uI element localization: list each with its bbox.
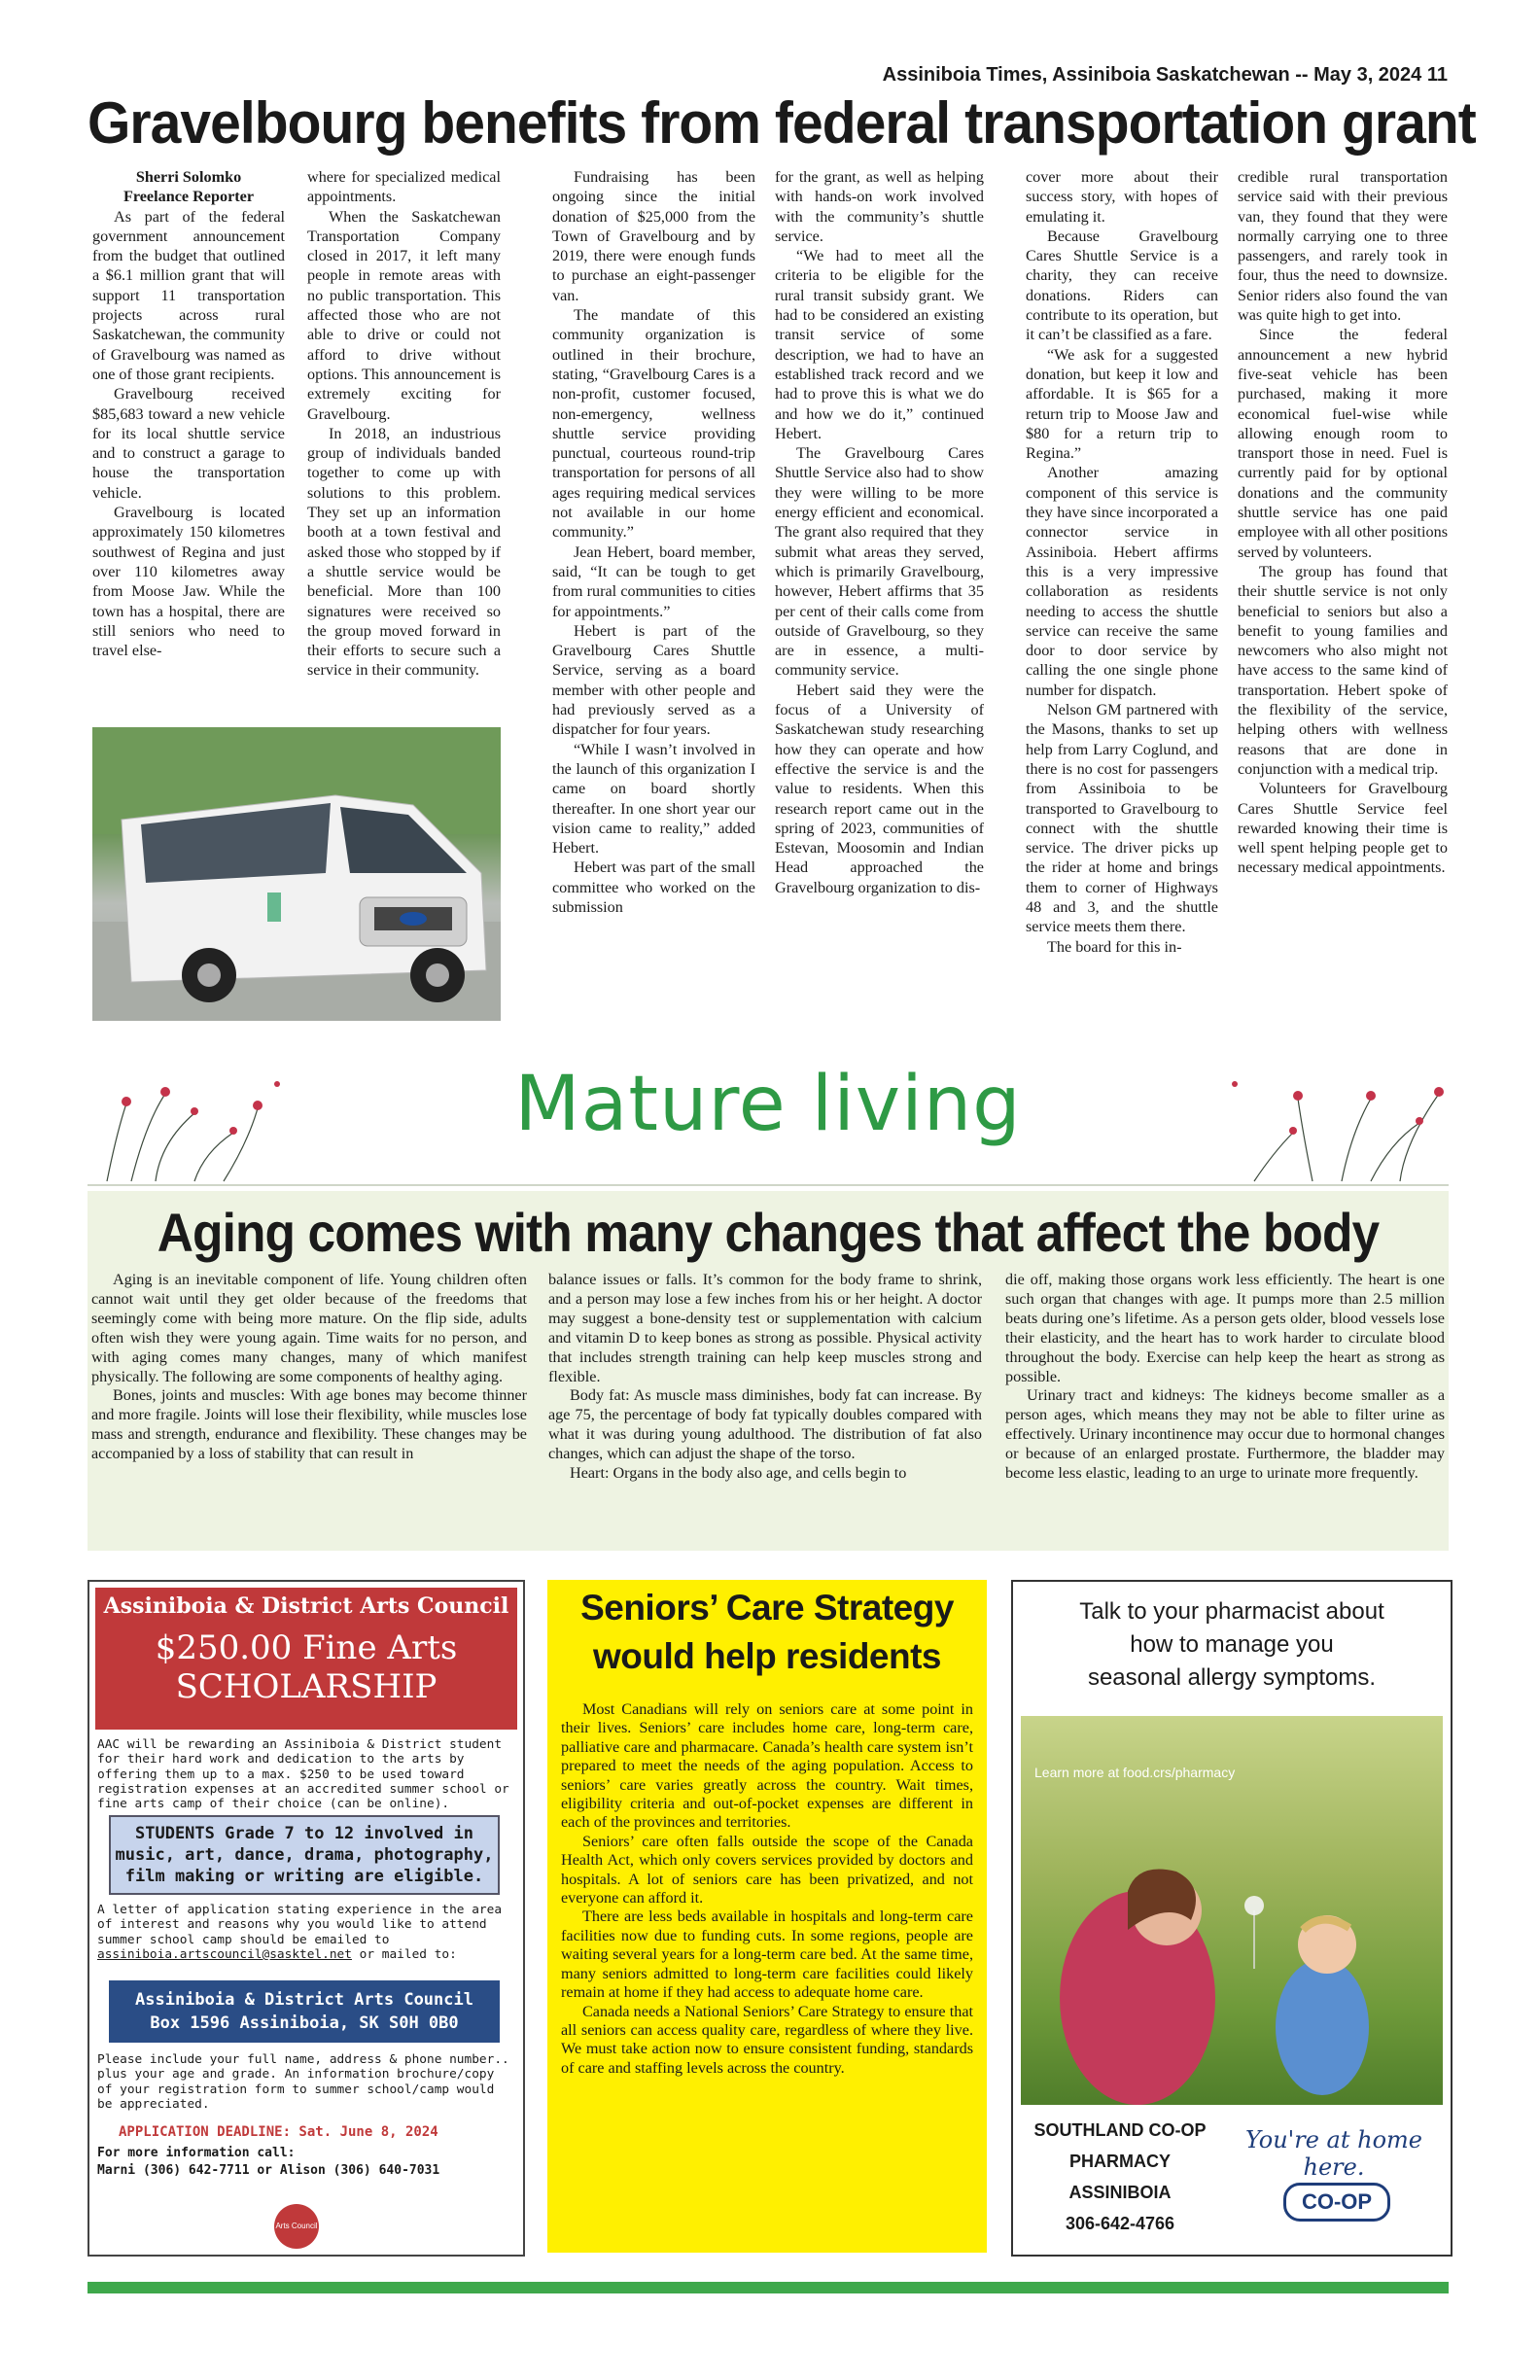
paragraph: Gravelbourg is located approximately 150 kilometres southwest of Regina and just over 110 kilometres away from Moose Jaw. While the town has a hospital, there are still seniors who need to travel else- [92,504,285,660]
address-box [109,1980,500,2043]
scholarship-amount: $250.00 Fine Arts [155,1628,458,1667]
paragraph: Hebert is part of the Gravelbourg Cares Shuttle Service, serving as a board member with other people and had previously served as a dispatcher for four years. [552,621,755,739]
paragraph: Fundraising has been ongoing since the initial donation of $25,000 from the Town of Gravelbourg and by 2019, there were enough funds to purchase an eight-passenger van. [552,168,755,304]
scholarship-banner [95,1588,517,1730]
more-info-label: For more information call: [97,2146,296,2160]
ad-title-line-1: Seniors’ Care Strategy [580,1588,954,1628]
paragraph: There are less beds available in hospitals and long-term care facilities now due to funding cuts. In some regions, people are waiting several years for a long-term care bed. At the same time, many seniors admitted to long-term care facilities could likely remain at home if they had access to adequate home care. [561,1908,973,2002]
paragraph: In 2018, an industrious group of individuals banded together to come up with solutions to this problem. They set up an information booth at a town festival and asked those who stopped by if a shuttle service would be beneficial. More than 100 signatures were received so the group moved forward in their efforts to secure such a service in their community. [307,424,501,680]
article-column-3 [552,167,755,917]
letter-text: A letter of application stating experience in the area of interest and reasons why you would like to attend summer school camp should be emailed to [97,1903,503,1947]
paragraph: credible rural transportation service said with their previous van, they found that they were normally carrying one to three passengers, and rarely took in four, thus the need to downsize. Senior riders also found the van was quite high to get into. [1238,168,1448,325]
pharmacy-headline [1013,1595,1451,1695]
scholarship-label: SCHOLARSHIP [175,1667,438,1706]
store-department: PHARMACY [1068,2152,1171,2171]
learn-more-text: Learn more at food.crs/pharmacy [1034,1765,1236,1780]
aging-article [88,1191,1449,1551]
section-title: Mature living [514,1061,1022,1148]
paragraph: Canada needs a National Seniors’ Care Strategy to ensure that all seniors can access quality care, regardless of where they live. We must take action now to ensure consistent funding, standards of care and staffing levels across the country. [561,2002,973,2077]
paragraph: die off, making those organs work less efficiently. The heart is one such organ that changes with age. It pumps more than 2.5 million beats during one’s lifetime. As a person gets older, blood vessels lose their elasticity, and the heart has to work harder to circulate blood throughout the body. Exercise can help keep the heart as strong as possible. [1005,1271,1445,1385]
paragraph: Because Gravelbourg Cares Shuttle Service is a charity, they can receive donations. Riders can contribute to its operation, but it can’t be classified as a fare. [1026,227,1218,344]
paragraph: The board for this in- [1047,937,1182,956]
article-headline: Gravelbourg benefits from federal transportation grant [88,90,1476,156]
application-text [97,1903,515,1962]
mature-living-banner [88,1055,1449,1191]
include-text: Please include your full name, address & phone number.. plus your age and grade. An information brochure/copy of your registration form to summer school/camp would be appreciated. [97,2052,509,2112]
eligibility-box: STUDENTS Grade 7 to 12 involved in music, art, dance, drama, photography, film making or writing are eligible. [109,1815,500,1895]
mother-child-photo [1021,1716,1443,2105]
headline-line-1: Talk to your pharmacist about [1079,1598,1384,1625]
paragraph: Hebert was part of the small committee who worked on the submission [552,858,755,916]
paragraph: The mandate of this community organization is outlined in their brochure, stating, “Gravelbourg Cares is a non-profit, customer focused, non-emergency, wellness shuttle service providing punctual, courteous round-trip transportation for persons of all ages requiring medical services not available in our home community.” [552,306,755,542]
paragraph: Nelson GM partnered with the Masons, thanks to set up help from Larry Coglund, and there is no cost for passengers from Assiniboia to be transported to Gravelbourg to connect with the shuttle service. The driver picks up the rider at home and brings them to corner of Highways 48 and 3, and the shuttle service meets them there. [1026,701,1218,936]
paragraph: Bones, joints and muscles: With age bones may become thinner and more fragile. Joints will lose their flexibility, while muscles lose mass and strength, endurance and flexibility. These changes may be accompanied by a loss of stability that can result in [91,1386,527,1463]
paragraph: Another amazing component of this service is they have since incorporated a connector service in Assiniboia. Hebert affirms this is a very impressive collaboration as residents needing to access the shuttle service can receive the same door to door service by calling the one single phone number for dispatch. [1026,464,1218,699]
paragraph: Hebert said they were the focus of a University of Saskatchewan study researching how they can operate and how effective the service is and the value to residents. When this research report came out in the spring of 2023, communities of Estevan, Moosomin and Indian Head approached the Gravelbourg organization to dis- [775,681,984,896]
aging-column-3 [1005,1271,1445,1484]
footer-bar [88,2282,1449,2293]
shuttle-van-photo [92,727,501,1021]
paragraph: cover more about their success story, with hopes of emulating it. [1026,168,1218,226]
photo-illustration [1021,1716,1443,2105]
paragraph: “We ask for a suggested donation, but keep it low and affordable. It is $65 for a return trip to Moose Jaw and $80 for a return trip to Regina.” [1026,345,1218,463]
arts-council-logo: Arts Council [274,2204,319,2249]
headline-line-2: how to manage you [1130,1631,1334,1658]
paragraph: Jean Hebert, board member, said, “It can be tough to get from rural communities to cities for appointments.” [552,542,755,620]
store-name: SOUTHLAND CO-OP [1033,2120,1207,2140]
article-column-2 [307,167,501,681]
aging-column-1 [91,1271,527,1464]
paragraph: where for specialized medical appointments. [307,168,501,206]
email-link[interactable]: assiniboia.artscouncil@sasktel.net [97,1946,352,1962]
paragraph: Volunteers for Gravelbourg Cares Shuttle Service feel rewarded knowing their time is well spent helping people get to necessary medical appointments. [1238,780,1448,877]
paragraph: for the grant, as well as helping with hands-on work involved with the community’s shuttle service. [775,168,984,245]
paragraph: The group has found that their shuttle service is not only beneficial to seniors but also a benefit to young families and newcomers who also might not have access to the same kind of transportation. Hebert spoke of the flexibility of the service, helping others with wellness reasons that are done in conjunction with a medical trip. [1238,562,1448,778]
store-info [1023,2115,1217,2239]
paragraph: “While I wasn’t involved in the launch of this organization I came on board shortly thereafter. In one short year our vision came to reality,” added Hebert. [552,740,755,858]
paragraph: balance issues or falls. It’s common for the body frame to shrink, and a person may lose a few inches from his or her height. A doctor may suggest a bone-density test or supplementation with calcium and vitamin D to keep bones as strong as possible. Physical activity that includes strength training can help keep muscles strong and flexible. [548,1271,982,1385]
ad-body [561,1700,973,2078]
paragraph: Since the federal announcement a new hybrid five-seat vehicle has been purchased, making it more economical fuel-wise while allowing enough room to transport those in need. Fuel is currently paid for by optional donations and the community shuttle service has one paid employee with all other positions served by volunteers. [1238,326,1448,561]
article-column-4 [775,167,984,897]
byline-title: Freelance Reporter [122,188,255,206]
paragraph: Seniors’ care often falls outside the scope of the Canada Health Act, which only covers services provided by doctors and hospitals. A lot of seniors care has been privatized, and not everyone can afford it. [561,1832,973,1908]
deadline: APPLICATION DEADLINE: Sat. June 8, 2024 [119,2124,438,2140]
paragraph: Aging is an inevitable component of life. Young children often cannot wait until they get older because of the freedoms that seemingly come with being more mature. On the flip side, adults often wish they were young again. Time waits for no person, and with aging comes many changes, many of which manifest physically. The following are some components of healthy aging. [91,1271,527,1385]
article-column-1 [92,167,285,660]
address-line-1: Assiniboia & District Arts Council [135,1990,473,2010]
paragraph: Urinary tract and kidneys: The kidneys become smaller as a person ages, which means they may not be able to filter urine as effectively. Urinary incontinence may occur due to hormonal changes or because of an enlarged prostate. Furthermore, the bladder may become less elastic, leading to an urge to urinate more frequently. [1005,1386,1445,1483]
contact-numbers: Marni (306) 642-7711 or Alison (306) 640-7031 [97,2163,440,2178]
aging-column-2 [548,1271,982,1484]
arts-council-ad [88,1580,525,2257]
intro-text: AAC will be rewarding an Assiniboia & District student for their hard work and dedication to the arts by offering them up to a max. $250 to be used toward registration expenses at an accredited summer school or fine arts camp of their choice (can be online). [97,1737,509,1812]
paragraph: When the Saskatchewan Transportation Company closed in 2017, it left many people in remote areas with no public transportation. This affected those who are not able to drive or could not afford to drive without options. This announcement is extremely exciting for Gravelbourg. [307,207,501,423]
seniors-care-ad [547,1580,987,2253]
headline-line-3: seasonal allergy symptoms. [1087,1664,1377,1691]
store-town: ASSINIBOIA [1068,2183,1172,2202]
page-dateline: Assiniboia Times, Assiniboia Saskatchewan -- May 3, 2024 11 [882,64,1448,86]
paragraph: Most Canadians will rely on seniors care at some point in their lives. Seniors’ care includes home care, long-term care, palliative care and pharmacare. Canada’s health care system isn’t prepared to meet the needs of the aging population. Access to seniors’ care varies greatly across the country. Wait times, eligibility criteria and out-of-pocket expenses are different in each of the provinces and territories. [561,1700,973,1832]
org-name: Assiniboia & District Arts Council [103,1593,509,1619]
pharmacy-ad [1011,1580,1452,2257]
mailed-text: or mailed to: [351,1946,457,1962]
paragraph: As part of the federal government announcement from the budget that outlined a $6.1 million grant that will support 11 transportation projects across rural Saskatchewan, the community of Gravelbourg was named as one of those grant recipients. [92,207,285,383]
van-illustration [92,727,501,1021]
store-phone: 306-642-4766 [1065,2214,1175,2233]
paragraph: Heart: Organs in the body also age, and cells begin to [570,1464,907,1483]
byline-name: Sherri Solomko [135,168,242,186]
paragraph: Body fat: As muscle mass diminishes, body fat can increase. By age 75, the percentage of body fat typically doubles compared with what it was during young adulthood. The distribution of fat also changes, which can adjust the shape of the torso. [548,1386,982,1463]
article-column-6 [1238,167,1448,878]
article-headline: Aging comes with many changes that affect the body [157,1202,1380,1263]
paragraph: “We had to meet all the criteria to be eligible for the rural transit subsidy grant. We had to be considered an existing transit service of some description, we had to have an established track record and we had to prove this is what we do and how we do it,” continued Hebert. [775,247,984,442]
address-line-2: Box 1596 Assiniboia, SK S0H 0B0 [150,2013,459,2033]
ad-title-line-2: would help residents [593,1636,941,1676]
article-column-5 [1026,167,1218,957]
paragraph: Gravelbourg received $85,683 toward a new vehicle for its local shuttle service and to construct a garage to house the transportation vehicle. [92,385,285,502]
tagline: You're at home here. [1244,2126,1422,2181]
coop-logo: CO-OP [1283,2183,1390,2222]
paragraph: The Gravelbourg Cares Shuttle Service also had to show they were willing to be more energy efficient and economical. The grant also required that they submit what areas they served, which is primarily Gravelbourg, however, Hebert affirms that 35 per cent of their calls come from outside of Gravelbourg, so they are in essence, a multi-community service. [775,444,984,680]
